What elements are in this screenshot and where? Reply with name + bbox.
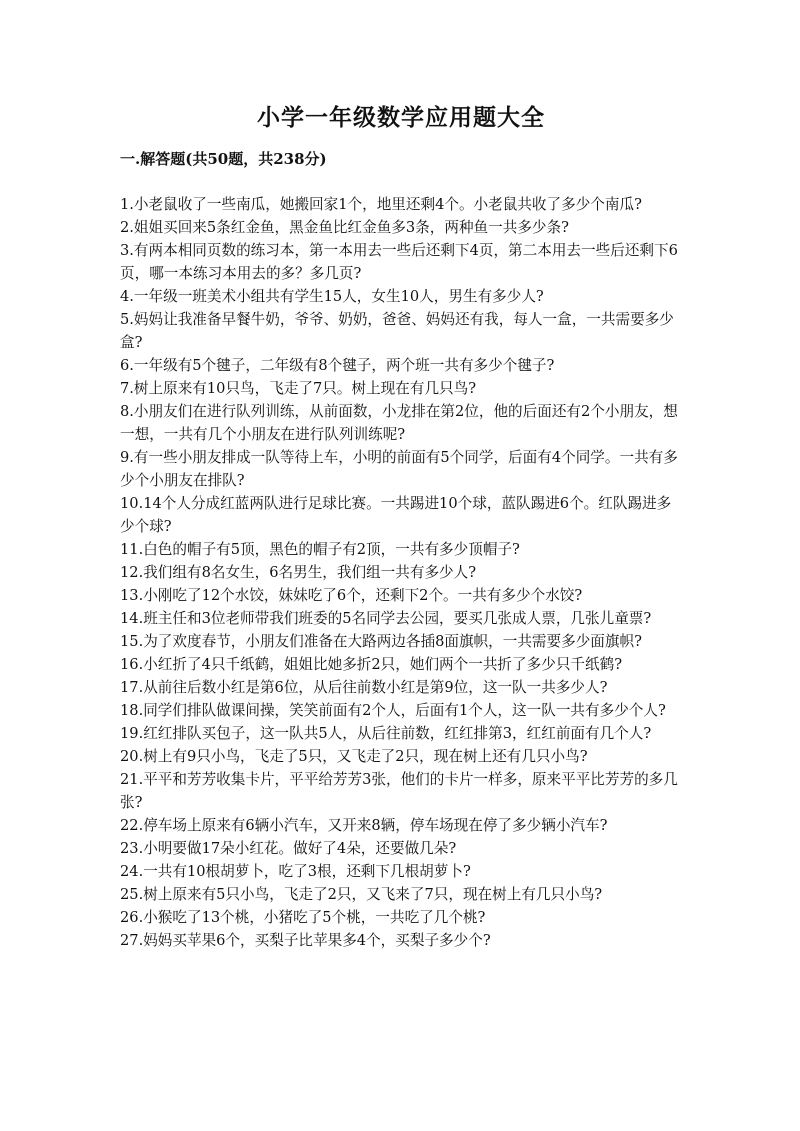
question-item: 9.有一些小朋友排成一队等待上车，小明的前面有5个同学，后面有4个同学。一共有多少个小朋友在排队?	[120, 449, 678, 489]
question-item: 3.有两本相同页数的练习本，第一本用去一些后还剩下4页，第二本用去一些后还剩下6页，哪一本练习本用去的多？多几页?	[120, 242, 678, 282]
question-item: 20.树上有9只小鸟，飞走了5只，又飞走了2只，现在树上还有几只小鸟?	[120, 748, 588, 765]
question-item: 16.小红折了4只千纸鹤，姐姐比她多折2只，她们两个一共折了多少只千纸鹤?	[120, 656, 623, 673]
question-list	[120, 193, 682, 952]
question-item: 14.班主任和3位老师带我们班委的5名同学去公园，要买几张成人票，几张儿童票?	[120, 610, 652, 627]
question-item: 21.平平和芳芳收集卡片，平平给芳芳3张，他们的卡片一样多，原来平平比芳芳的多几张?	[120, 771, 678, 811]
question-item: 19.红红排队买包子，这一队共5人，从后往前数，红红排第3，红红前面有几个人?	[120, 725, 652, 742]
question-item: 2.姐姐买回来5条红金鱼，黑金鱼比红金鱼多3条，两种鱼一共多少条?	[120, 219, 569, 236]
question-item: 26.小猴吃了13个桃，小猪吃了5个桃，一共吃了几个桃?	[120, 909, 486, 926]
question-item: 7.树上原来有10只鸟，飞走了7只。树上现在有几只鸟?	[120, 380, 477, 397]
question-item: 1.小老鼠收了一些南瓜，她搬回家1个，地里还剩4个。小老鼠共收了多少个南瓜?	[120, 196, 642, 213]
question-item: 18.同学们排队做课间操，笑笑前面有2个人，后面有1个人，这一队一共有多少个人?	[120, 702, 666, 719]
section-heading: 一.解答题(共50题，共238分)	[120, 150, 327, 168]
question-item: 11.白色的帽子有5顶，黑色的帽子有2顶，一共有多少顶帽子?	[120, 541, 520, 558]
question-item: 4.一年级一班美术小组共有学生15人，女生10人，男生有多少人?	[120, 288, 544, 305]
question-item: 5.妈妈让我准备早餐牛奶，爷爷、奶奶，爸爸、妈妈还有我，每人一盒，一共需要多少盒?	[120, 311, 674, 351]
question-item: 17.从前往后数小红是第6位，从后往前数小红是第9位，这一队一共多少人?	[120, 679, 608, 696]
question-item: 15.为了欢度春节，小朋友们准备在大路两边各插8面旗帜，一共需要多少面旗帜?	[120, 633, 642, 650]
question-item: 27.妈妈买苹果6个，买梨子比苹果多4个，买梨子多少个?	[120, 932, 491, 949]
question-item: 12.我们组有8名女生，6名男生，我们组一共有多少人?	[120, 564, 477, 581]
question-item: 24.一共有10根胡萝卜，吃了3根，还剩下几根胡萝卜?	[120, 863, 471, 880]
question-item: 10.14个人分成红蓝两队进行足球比赛。一共踢进10个球，蓝队踢进6个。红队踢进多少个球?	[120, 495, 672, 535]
question-item: 6.一年级有5个毽子，二年级有8个毽子，两个班一共有多少个毽子?	[120, 357, 555, 374]
question-item: 25.树上原来有5只小鸟，飞走了2只，又飞来了7只，现在树上有几只小鸟?	[120, 886, 603, 903]
question-item: 22.停车场上原来有6辆小汽车，又开来8辆，停车场现在停了多少辆小汽车?	[120, 817, 608, 834]
question-item: 8.小朋友们在进行队列训练，从前面数，小龙排在第2位，他的后面还有2个小朋友，想一想，一共有几个小朋友在进行队列训练呢?	[120, 403, 678, 443]
question-item: 13.小刚吃了12个水饺，妹妹吃了6个，还剩下2个。一共有多少个水饺?	[120, 587, 583, 604]
page-title: 小学一年级数学应用题大全	[257, 104, 545, 131]
question-item: 23.小明要做17朵小红花。做好了4朵，还要做几朵?	[120, 840, 457, 857]
